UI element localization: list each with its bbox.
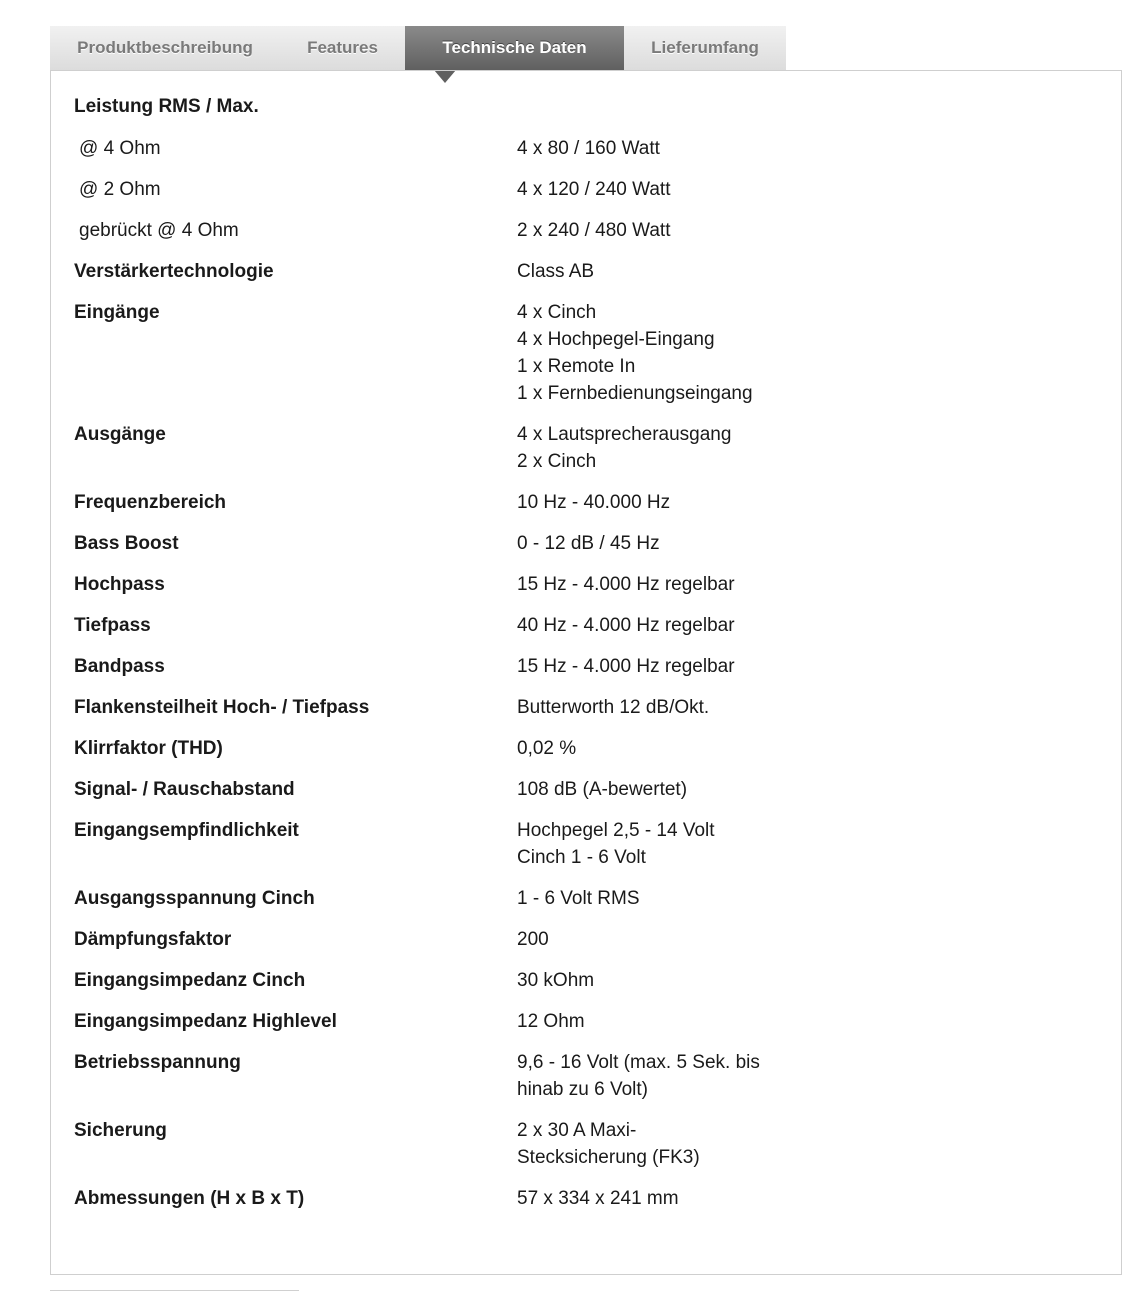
spec-label: Leistung RMS / Max.	[74, 96, 259, 117]
spec-value: 200	[517, 929, 549, 950]
spec-label: Frequenzbereich	[74, 492, 227, 513]
tab-features[interactable]: Features	[280, 26, 405, 70]
spec-value: 9,6 - 16 Volt (max. 5 Sek. bis hinab zu 6 Volt)	[517, 1052, 760, 1100]
spec-value: 30 kOhm	[517, 970, 595, 991]
spec-label: Signal- / Rauschabstand	[74, 779, 295, 800]
spec-value: 0 - 12 dB / 45 Hz	[517, 533, 660, 554]
tab-produktbeschreibung[interactable]: Produktbeschreibung	[50, 26, 280, 70]
spec-label: Abmessungen (H x B x T)	[74, 1188, 305, 1209]
spec-value: Hochpegel 2,5 - 14 Volt Cinch 1 - 6 Volt	[517, 820, 715, 868]
spec-label: gebrückt @ 4 Ohm	[79, 220, 239, 241]
spec-label: Bass Boost	[74, 533, 179, 554]
spec-label: Verstärkertechnologie	[74, 261, 274, 282]
spec-label: @ 4 Ohm	[79, 138, 161, 159]
spec-label: Eingangsimpedanz Cinch	[74, 970, 306, 991]
spec-value: Butterworth 12 dB/Okt.	[517, 697, 710, 718]
spec-value: Class AB	[517, 261, 595, 282]
divider	[50, 1290, 299, 1291]
specs-panel	[50, 70, 1122, 1275]
spec-value: 4 x 120 / 240 Watt	[517, 179, 671, 200]
spec-value: 0,02 %	[517, 738, 577, 759]
spec-label: Eingangsempfindlichkeit	[74, 820, 299, 841]
tab-bar	[50, 26, 786, 70]
spec-value: 4 x Cinch 4 x Hochpegel-Eingang 1 x Remote In 1 x Fernbedienungseingang	[517, 302, 753, 404]
spec-value: 1 - 6 Volt RMS	[517, 888, 640, 909]
spec-label: Ausgänge	[74, 424, 166, 445]
spec-label: Bandpass	[74, 656, 165, 677]
spec-label: Eingänge	[74, 302, 160, 323]
spec-value: 4 x 80 / 160 Watt	[517, 138, 660, 159]
spec-label: Sicherung	[74, 1120, 167, 1141]
spec-value: 15 Hz - 4.000 Hz regelbar	[517, 574, 735, 595]
spec-value: 10 Hz - 40.000 Hz	[517, 492, 671, 513]
spec-label: Tiefpass	[74, 615, 151, 636]
spec-value: 2 x 240 / 480 Watt	[517, 220, 671, 241]
spec-label: Eingangsimpedanz Highlevel	[74, 1011, 337, 1032]
spec-value: 2 x 30 A Maxi-Stecksicherung (FK3)	[517, 1120, 700, 1168]
spec-label: @ 2 Ohm	[79, 179, 161, 200]
spec-value: 108 dB (A-bewertet)	[517, 779, 688, 800]
tab-technische-daten[interactable]: Technische Daten	[405, 26, 624, 70]
spec-value: 40 Hz - 4.000 Hz regelbar	[517, 615, 735, 636]
spec-label: Betriebsspannung	[74, 1052, 241, 1073]
spec-label: Klirrfaktor (THD)	[74, 738, 223, 759]
spec-label: Ausgangsspannung Cinch	[74, 888, 315, 909]
spec-value: 4 x Lautsprecherausgang 2 x Cinch	[517, 424, 732, 472]
tab-lieferumfang[interactable]: Lieferumfang	[624, 26, 786, 70]
spec-label: Flankensteilheit Hoch- / Tiefpass	[74, 697, 370, 718]
spec-label: Dämpfungsfaktor	[74, 929, 232, 950]
spec-value: 57 x 334 x 241 mm	[517, 1188, 679, 1209]
spec-value: 15 Hz - 4.000 Hz regelbar	[517, 656, 735, 677]
spec-value: 12 Ohm	[517, 1011, 585, 1032]
spec-label: Hochpass	[74, 574, 165, 595]
